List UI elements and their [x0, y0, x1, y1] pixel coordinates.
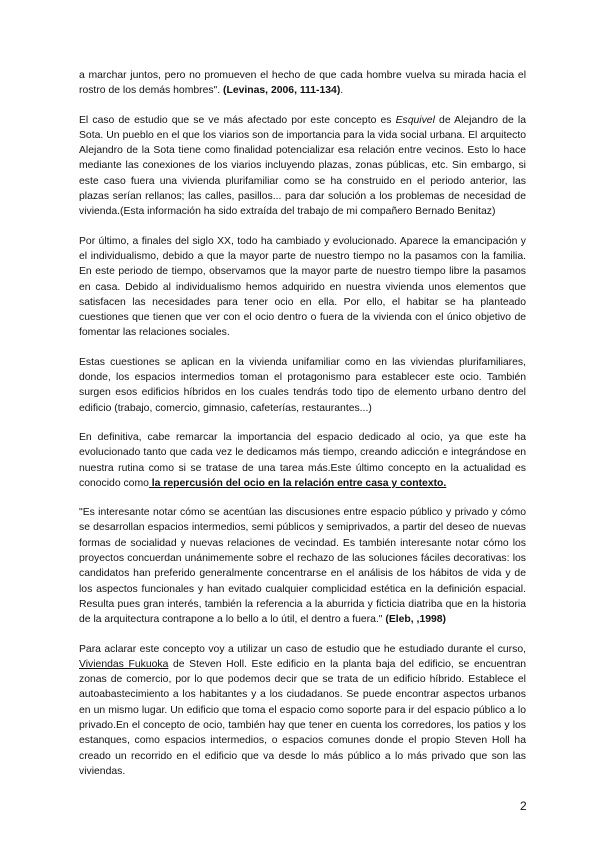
- page-number: 2: [520, 799, 527, 813]
- paragraph-text: a marchar juntos, pero no promueven el hecho de que cada hombre vuelva su mirada hacia el rostro de los demás hombres".: [79, 70, 526, 97]
- paragraph-text: de Steven Holl. Este edificio en la planta baja del edificio, se encuentran zonas de comercio, por lo que podemos decir que se trata de un edificio híbrido. Establece el autoabastecimiento a los habitantes y a los ciudadanos. Se puede encontrar aspectos urbanos en un mismo lugar. Un edificio que toma el espacio como soporte para ir del espacio público a lo privado.En el concepto de ocio, también hay que tener en cuenta los corredores, los patios y los estanques, como espacios intermedios, o espacios comunes donde el propio Steven Holl ha creado un recorrido en el edificio que va desde lo más público a lo más privado que son las viviendas.: [79, 658, 527, 777]
- paragraph-2: [79, 113, 526, 220]
- paragraph-text: .: [340, 85, 344, 97]
- citation-levinas: (Levinas, 2006, 111-134): [223, 85, 341, 97]
- paragraph-4: Estas cuestiones se aplican en la vivienda unifamiliar como en las viviendas plurifamiliares, donde, los espacios intermedios toman el protagonismo para establecer este ocio. También surgen esos edificios híbridos en los cuales tendrás todo tipo de elemento urbano dentro del edificio (trabajo, comercio, gimnasio, cafeterías, restaurantes...): [79, 356, 526, 414]
- emphasis-esquivel: Esquivel: [395, 114, 435, 126]
- quote-text: "Es interesante notar cómo se acentúan las discusiones entre espacio público y privado y cómo se desarrollan espacios intermedios, semi públicos y semiprivados, a partir del deseo de nuevas formas de socialidad y nuevas relaciones de vecindad. Es también interesante notar cómo los proyectos concuerdan unánimemente sobre el rechazo de las soluciones fáciles decorativas: los candidatos han preferido generalmente concentrarse en el análisis de los hábitos de vida y de los aspectos funcionales y han evitado cualquier complicidad estética en la definición espacial. Resulta pues gran interés, también la referencia a la aburrida y ficticia diatriba que en la historia de la arquitectura contrapone a lo bello a lo útil, el dentro a fuera.": [79, 507, 526, 626]
- paragraph-1: [79, 68, 526, 99]
- paragraph-text: de Alejandro de la Sota. Un pueblo en el que los viarios son de importancia para la vida social urbana. El arquitecto Alejandro de la Sota tiene como finalidad potencializar esa relación entre vecinos. Esto lo hace mediante las conexiones de los viarios incluyendo plazas, zonas públicas, etc. Sin embargo, si este caso fuera una vivienda plurifamiliar como se ha construido en el periodo anterior, las plazas serían rellanos; las calles, pasillos... para dar solución a los problemas de necesidad de vivienda.(Esta información ha sido extraída del trabajo de mi compañero Bernado Benitaz): [79, 114, 526, 218]
- citation-eleb: (Eleb, ,1998): [385, 614, 447, 626]
- link-viviendas-fukuoka[interactable]: Viviendas Fukuoka: [79, 658, 169, 670]
- paragraph-text: El caso de estudio que se ve más afectado por este concepto es: [79, 114, 396, 126]
- paragraph-5: [79, 430, 526, 491]
- paragraph-7: [79, 642, 526, 780]
- document-body: [79, 68, 526, 793]
- paragraph-text: Para aclarar este concepto voy a utilizar un caso de estudio que he estudiado durante el curso,: [79, 643, 526, 655]
- paragraph-6-quote: [79, 505, 526, 627]
- paragraph-text: En definitiva, cabe remarcar la importancia del espacio dedicado al ocio, ya que este ha evolucionado tanto que cada vez le dedicamos más tiempo, creando adicción e integrándose en nuestra rutina como si se tratase de una tarea más.Este último concepto en la actualidad es conocido como: [79, 431, 526, 489]
- key-concept: la repercusión del ocio en la relación entre casa y contexto.: [148, 477, 447, 489]
- paragraph-3: Por último, a finales del siglo XX, todo ha cambiado y evolucionado. Aparece la emancipación y el individualismo, debido a que la mayor parte de nuestro tiempo no la pasamos con la familia. En este periodo de tiempo, observamos que la mayor parte de nuestro tiempo libre la pasamos en casa. Debido al individualismo hemos adquirido en nuestra vivienda unos elementos que satisfacen las necesidades para tener ocio en ella. Por ello, el habitar se ha planteado cuestiones que tienen que ver con el ocio dentro o fuera de la vivienda con el único objetivo de fomentar las relaciones sociales.: [79, 235, 526, 339]
